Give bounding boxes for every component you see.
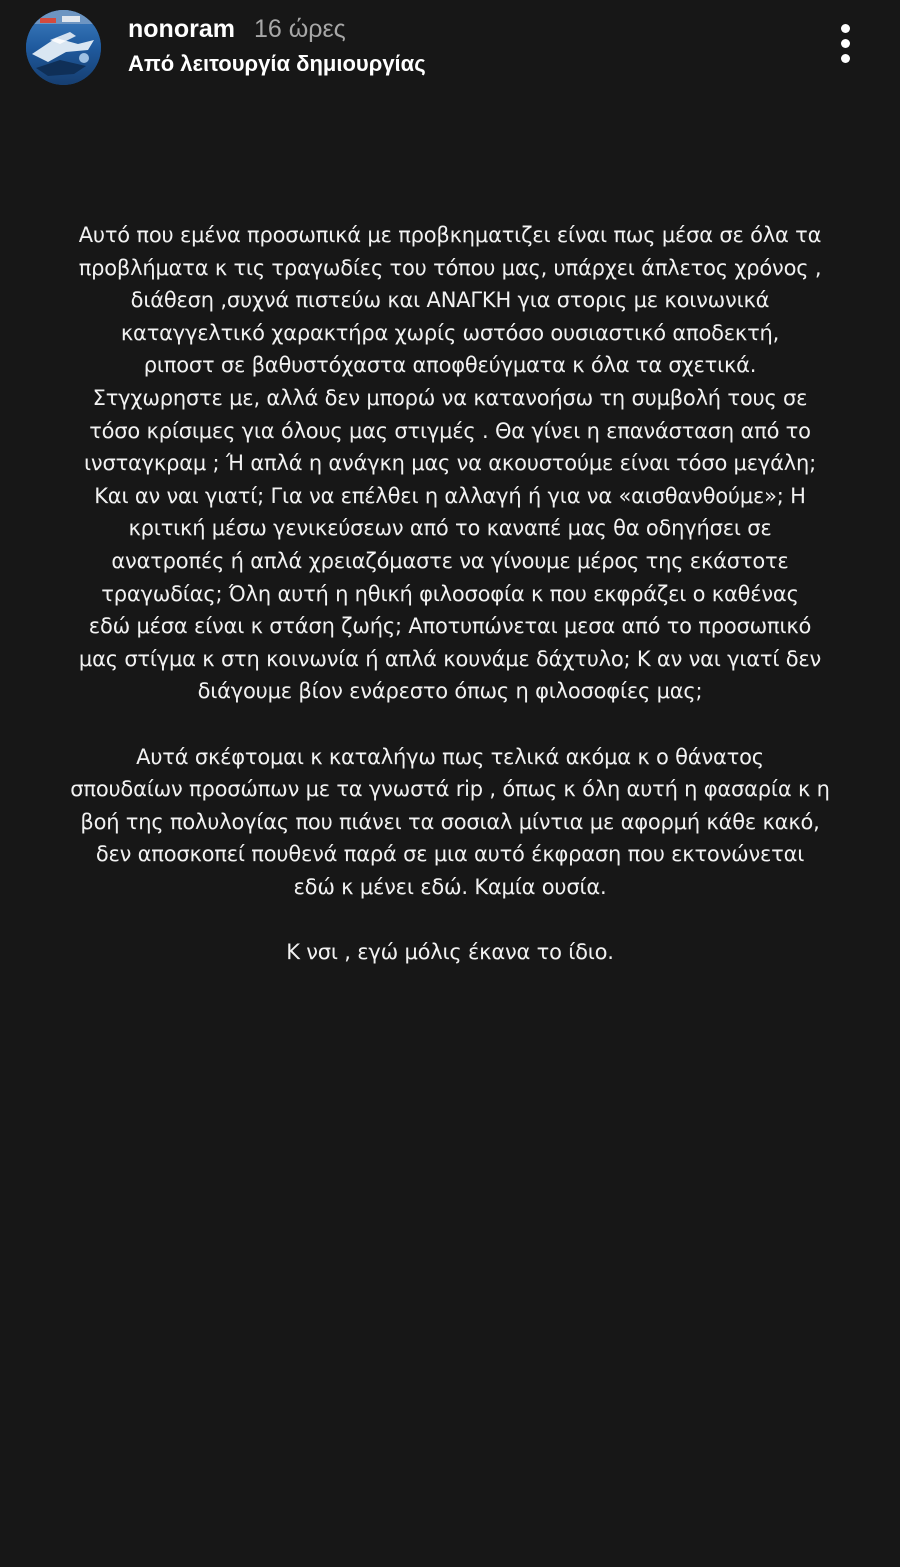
text-line: δεν αποσκοπεί πουθενά παρά σε μια αυτό έκφραση που εκτονώνεται: [95, 842, 805, 867]
text-line: εδώ μέσα είναι κ στάση ζωής; Αποτυπώνεται μεσα από το προσωπικό: [88, 614, 812, 639]
text-line: σπουδαίων προσώπων με τα γνωστά rip , όπως κ όλη αυτή η φασαρία κ η: [70, 777, 830, 802]
story-paragraph: [40, 741, 860, 904]
story-paragraph: [40, 936, 860, 969]
text-line: Και αν ναι γιατί; Για να επέλθει η αλλαγή ή για να «αισθανθούμε»; Η: [94, 483, 806, 508]
story-header: [0, 0, 900, 100]
text-line: κριτική μέσω γενικεύσεων από το καναπέ μας θα οδηγήσει σε: [128, 516, 772, 541]
text-line: ινσταγκραμ ; Ή απλά η ανάγκη μας να ακουστούμε είναι τόσο μεγάλη;: [84, 451, 816, 476]
text-line: τραγωδίας; Όλη αυτή η ηθική φιλοσοφία κ που εκφράζει ο καθένας: [101, 581, 799, 606]
text-line: προβλήματα κ τις τραγωδίες του τόπου μας, υπάρχει άπλετος χρόνος ,: [78, 255, 822, 280]
text-line: διάθεση ,συχνά πιστεύω και ΑΝΑΓΚΗ για στορις με κοινωνικά: [130, 288, 770, 313]
dot: [841, 24, 850, 33]
text-line: Αυτά σκέφτομαι κ καταλήγω πως τελικά ακόμα κ ο θάνατος: [136, 744, 764, 769]
text-line: Στγχωρηστε με, αλλά δεν μπορώ να κατανοήσω τη συμβολή τους σε: [92, 385, 808, 410]
text-line: ανατροπές ή απλά χρειαζόμαστε να γίνουμε μέρος της εκάστοτε: [111, 548, 789, 573]
profile-avatar-icon: [26, 10, 101, 85]
create-mode-label: Από λειτουργία δημιουργίας: [128, 51, 426, 76]
text-line: Αυτό που εμένα προσωπικά με προβκηματιζει είναι πως μέσα σε όλα τα: [78, 223, 822, 247]
text-line: Κ νσι , εγώ μόλις έκανα το ίδιο.: [286, 940, 614, 965]
post-timestamp: 16 ώρες: [254, 15, 346, 43]
text-line: μας στίγμα κ στη κοινωνία ή απλά κουνάμε δάχτυλο; Κ αν ναι γιατί δεν: [78, 646, 822, 671]
text-line: τόσο κρίσιμες για όλους μας στιγμές . Θα γίνει η επανάσταση από το: [89, 418, 811, 443]
story-paragraph: [40, 219, 860, 708]
text-line: εδώ κ μένει εδώ. Καμία ουσία.: [293, 874, 607, 899]
dot: [841, 54, 850, 63]
more-vertical-icon[interactable]: [828, 18, 864, 68]
text-line: ριποστ σε βαθυστόχαστα αποφθεύγματα κ όλα τα σχετικά.: [143, 353, 757, 378]
story-text: [40, 219, 860, 969]
username[interactable]: nonoram: [128, 15, 235, 43]
dot: [841, 39, 850, 48]
text-line: διάγουμε βίον ενάρεστο όπως η φιλοσοφίες μας;: [197, 679, 703, 704]
text-line: βοή της πολυλογίας που πιάνει τα σοσιαλ μίντια με αφορμή κάθε κακό,: [80, 809, 820, 834]
text-line: καταγγελτικό χαρακτήρα χωρίς ωστόσο ουσιαστικό αποδεκτή,: [120, 320, 780, 345]
avatar[interactable]: [26, 10, 101, 85]
